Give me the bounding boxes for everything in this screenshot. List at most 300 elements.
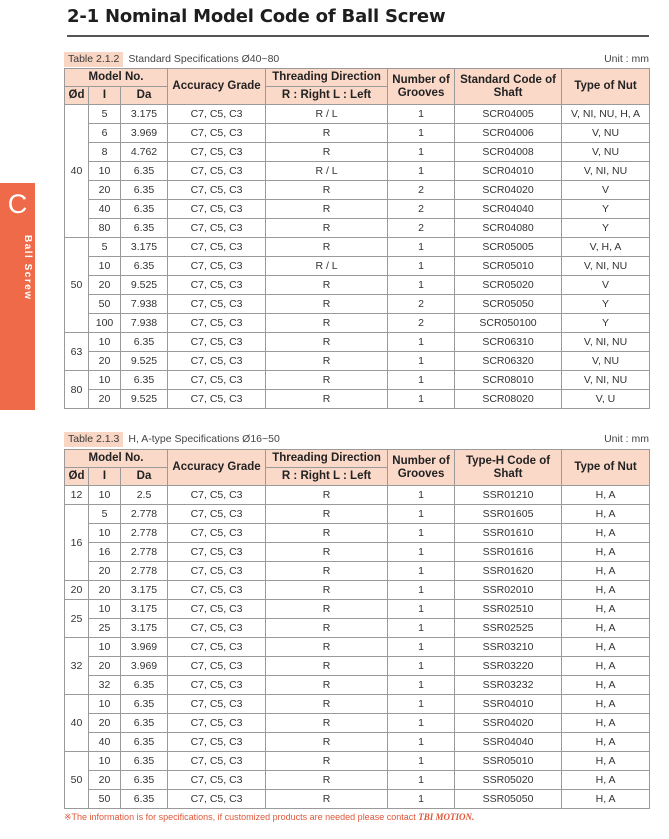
cell-nut-type: V, NI, NU [562, 371, 650, 390]
table-row [65, 352, 650, 371]
table-row [65, 295, 650, 314]
cell-od: 32 [65, 638, 89, 695]
cell-da: 6.35 [121, 257, 168, 276]
cell-lead: 20 [89, 390, 121, 409]
table-row [65, 486, 650, 505]
header-lead: I [89, 87, 121, 105]
cell-shaft-code: SCR06320 [455, 352, 562, 371]
cell-nut-type: H, A [562, 676, 650, 695]
cell-da: 9.525 [121, 390, 168, 409]
table-row [65, 752, 650, 771]
cell-nut-type: H, A [562, 600, 650, 619]
cell-shaft-code: SSR02010 [455, 581, 562, 600]
cell-accuracy: C7, C5, C3 [168, 333, 266, 352]
cell-lead: 20 [89, 562, 121, 581]
cell-lead: 25 [89, 619, 121, 638]
cell-grooves: 1 [388, 695, 455, 714]
table-row [65, 124, 650, 143]
cell-lead: 10 [89, 600, 121, 619]
cell-nut-type: H, A [562, 486, 650, 505]
cell-accuracy: C7, C5, C3 [168, 390, 266, 409]
cell-shaft-code: SCR06310 [455, 333, 562, 352]
header-accuracy-grade: Accuracy Grade [168, 69, 266, 105]
cell-da: 6.35 [121, 733, 168, 752]
cell-accuracy: C7, C5, C3 [168, 352, 266, 371]
cell-shaft-code: SSR04020 [455, 714, 562, 733]
cell-threading: R [266, 200, 388, 219]
table2-body [65, 486, 650, 809]
header-shaft-code: Standard Code of Shaft [455, 69, 562, 105]
table-row [65, 314, 650, 333]
cell-da: 6.35 [121, 200, 168, 219]
cell-da: 2.778 [121, 524, 168, 543]
cell-da: 4.762 [121, 143, 168, 162]
table-row [65, 505, 650, 524]
cell-shaft-code: SCR04005 [455, 105, 562, 124]
cell-accuracy: C7, C5, C3 [168, 105, 266, 124]
table-row [65, 600, 650, 619]
cell-threading: R [266, 619, 388, 638]
cell-shaft-code: SSR05050 [455, 790, 562, 809]
table-row [65, 238, 650, 257]
cell-da: 9.525 [121, 352, 168, 371]
cell-accuracy: C7, C5, C3 [168, 790, 266, 809]
cell-od: 63 [65, 333, 89, 371]
cell-shaft-code: SSR04010 [455, 695, 562, 714]
cell-grooves: 2 [388, 314, 455, 333]
cell-nut-type: H, A [562, 543, 650, 562]
cell-grooves: 1 [388, 543, 455, 562]
cell-shaft-code: SSR03220 [455, 657, 562, 676]
table-row [65, 714, 650, 733]
cell-accuracy: C7, C5, C3 [168, 524, 266, 543]
brand-name: TBI MOTION. [418, 812, 475, 822]
cell-grooves: 1 [388, 657, 455, 676]
cell-nut-type: H, A [562, 505, 650, 524]
cell-lead: 10 [89, 695, 121, 714]
table2-tag: Table 2.1.3 [64, 432, 123, 447]
cell-shaft-code: SCR04020 [455, 181, 562, 200]
cell-grooves: 1 [388, 143, 455, 162]
cell-lead: 50 [89, 295, 121, 314]
cell-da: 2.778 [121, 562, 168, 581]
cell-grooves: 1 [388, 124, 455, 143]
title-divider [67, 35, 649, 37]
cell-accuracy: C7, C5, C3 [168, 695, 266, 714]
cell-lead: 5 [89, 105, 121, 124]
cell-nut-type: H, A [562, 790, 650, 809]
cell-od: 25 [65, 600, 89, 638]
cell-threading: R [266, 600, 388, 619]
cell-lead: 20 [89, 276, 121, 295]
cell-threading: R [266, 143, 388, 162]
cell-accuracy: C7, C5, C3 [168, 619, 266, 638]
cell-accuracy: C7, C5, C3 [168, 238, 266, 257]
table-row [65, 162, 650, 181]
cell-nut-type: H, A [562, 619, 650, 638]
cell-nut-type: H, A [562, 524, 650, 543]
cell-grooves: 2 [388, 200, 455, 219]
cell-threading: R [266, 790, 388, 809]
cell-threading: R [266, 238, 388, 257]
cell-accuracy: C7, C5, C3 [168, 200, 266, 219]
cell-accuracy: C7, C5, C3 [168, 143, 266, 162]
header-threading-direction: Threading Direction [266, 69, 388, 87]
cell-nut-type: H, A [562, 638, 650, 657]
cell-accuracy: C7, C5, C3 [168, 371, 266, 390]
cell-da: 2.778 [121, 543, 168, 562]
cell-accuracy: C7, C5, C3 [168, 733, 266, 752]
cell-shaft-code: SSR01610 [455, 524, 562, 543]
cell-nut-type: H, A [562, 733, 650, 752]
cell-accuracy: C7, C5, C3 [168, 638, 266, 657]
header-od: Ød [65, 87, 89, 105]
cell-shaft-code: SCR04008 [455, 143, 562, 162]
header-shaft-code: Type-H Code of Shaft [455, 450, 562, 486]
cell-da: 7.938 [121, 295, 168, 314]
cell-threading: R [266, 562, 388, 581]
cell-nut-type: H, A [562, 581, 650, 600]
chapter-side-tab [0, 183, 35, 410]
table-row [65, 676, 650, 695]
cell-threading: R / L [266, 257, 388, 276]
cell-shaft-code: SCR08010 [455, 371, 562, 390]
cell-shaft-code: SCR05020 [455, 276, 562, 295]
cell-lead: 10 [89, 371, 121, 390]
cell-lead: 16 [89, 543, 121, 562]
cell-lead: 5 [89, 505, 121, 524]
cell-nut-type: Y [562, 314, 650, 333]
cell-lead: 20 [89, 581, 121, 600]
cell-threading: R [266, 352, 388, 371]
cell-lead: 5 [89, 238, 121, 257]
table-row [65, 219, 650, 238]
cell-da: 3.175 [121, 619, 168, 638]
cell-threading: R [266, 581, 388, 600]
cell-da: 3.175 [121, 105, 168, 124]
cell-threading: R [266, 676, 388, 695]
cell-od: 20 [65, 581, 89, 600]
cell-accuracy: C7, C5, C3 [168, 676, 266, 695]
cell-threading: R [266, 314, 388, 333]
table-row [65, 543, 650, 562]
cell-grooves: 1 [388, 771, 455, 790]
table-row [65, 181, 650, 200]
table-row [65, 581, 650, 600]
cell-threading: R [266, 771, 388, 790]
cell-da: 3.175 [121, 238, 168, 257]
cell-lead: 32 [89, 676, 121, 695]
cell-od: 50 [65, 752, 89, 809]
cell-accuracy: C7, C5, C3 [168, 162, 266, 181]
cell-nut-type: H, A [562, 562, 650, 581]
cell-shaft-code: SSR05010 [455, 752, 562, 771]
cell-grooves: 1 [388, 619, 455, 638]
cell-lead: 100 [89, 314, 121, 333]
footnote [64, 812, 474, 823]
cell-shaft-code: SCR05010 [455, 257, 562, 276]
table-row [65, 638, 650, 657]
table-row [65, 371, 650, 390]
table-row [65, 790, 650, 809]
table1-tag: Table 2.1.2 [64, 52, 123, 67]
cell-da: 3.175 [121, 600, 168, 619]
cell-nut-type: V, U [562, 390, 650, 409]
cell-lead: 10 [89, 333, 121, 352]
header-model-no: Model No. [65, 450, 168, 468]
cell-threading: R [266, 752, 388, 771]
chapter-letter: C [7, 189, 28, 219]
cell-accuracy: C7, C5, C3 [168, 752, 266, 771]
cell-lead: 10 [89, 524, 121, 543]
cell-shaft-code: SSR01616 [455, 543, 562, 562]
cell-grooves: 1 [388, 562, 455, 581]
cell-da: 6.35 [121, 771, 168, 790]
cell-shaft-code: SCR04040 [455, 200, 562, 219]
cell-grooves: 1 [388, 752, 455, 771]
cell-nut-type: V, NI, NU, H, A [562, 105, 650, 124]
cell-accuracy: C7, C5, C3 [168, 562, 266, 581]
cell-grooves: 1 [388, 486, 455, 505]
cell-shaft-code: SCR04010 [455, 162, 562, 181]
cell-lead: 10 [89, 486, 121, 505]
page-title: 2-1 Nominal Model Code of Ball Screw [67, 6, 446, 27]
cell-grooves: 1 [388, 352, 455, 371]
cell-lead: 80 [89, 219, 121, 238]
cell-da: 2.5 [121, 486, 168, 505]
cell-lead: 20 [89, 181, 121, 200]
cell-accuracy: C7, C5, C3 [168, 771, 266, 790]
cell-da: 6.35 [121, 371, 168, 390]
cell-da: 6.35 [121, 162, 168, 181]
header-threading-legend: R : Right L : Left [266, 87, 388, 105]
cell-threading: R / L [266, 162, 388, 181]
cell-shaft-code: SCR05050 [455, 295, 562, 314]
cell-da: 6.35 [121, 714, 168, 733]
cell-grooves: 1 [388, 333, 455, 352]
cell-nut-type: V, NI, NU [562, 257, 650, 276]
cell-threading: R [266, 695, 388, 714]
cell-shaft-code: SCR04006 [455, 124, 562, 143]
cell-lead: 40 [89, 733, 121, 752]
cell-nut-type: V, NI, NU [562, 162, 650, 181]
cell-grooves: 1 [388, 524, 455, 543]
standard-spec-table [64, 68, 650, 409]
cell-shaft-code: SSR05020 [455, 771, 562, 790]
table1-unit: Unit : mm [604, 53, 649, 65]
cell-threading: R [266, 371, 388, 390]
cell-threading: R [266, 733, 388, 752]
cell-grooves: 1 [388, 390, 455, 409]
cell-shaft-code: SSR02525 [455, 619, 562, 638]
header-model-no: Model No. [65, 69, 168, 87]
table-row [65, 276, 650, 295]
cell-threading: R [266, 657, 388, 676]
cell-od: 80 [65, 371, 89, 409]
cell-shaft-code: SCR08020 [455, 390, 562, 409]
cell-da: 6.35 [121, 752, 168, 771]
cell-accuracy: C7, C5, C3 [168, 505, 266, 524]
cell-accuracy: C7, C5, C3 [168, 219, 266, 238]
cell-nut-type: V [562, 276, 650, 295]
cell-grooves: 2 [388, 219, 455, 238]
cell-nut-type: V, NU [562, 143, 650, 162]
cell-accuracy: C7, C5, C3 [168, 486, 266, 505]
cell-grooves: 1 [388, 733, 455, 752]
table1-body [65, 105, 650, 409]
cell-da: 6.35 [121, 676, 168, 695]
header-type-of-nut: Type of Nut [562, 450, 650, 486]
cell-lead: 10 [89, 257, 121, 276]
table2-unit: Unit : mm [604, 433, 649, 445]
table-row [65, 105, 650, 124]
table-row [65, 619, 650, 638]
ha-type-spec-table [64, 449, 650, 809]
cell-shaft-code: SSR01210 [455, 486, 562, 505]
cell-da: 7.938 [121, 314, 168, 333]
cell-nut-type: H, A [562, 752, 650, 771]
cell-nut-type: V, NU [562, 124, 650, 143]
header-number-of-grooves: Number of Grooves [388, 69, 455, 105]
cell-nut-type: V, NI, NU [562, 333, 650, 352]
cell-shaft-code: SSR01605 [455, 505, 562, 524]
cell-da: 9.525 [121, 276, 168, 295]
header-type-of-nut: Type of Nut [562, 69, 650, 105]
cell-lead: 20 [89, 657, 121, 676]
cell-od: 12 [65, 486, 89, 505]
cell-shaft-code: SSR01620 [455, 562, 562, 581]
cell-accuracy: C7, C5, C3 [168, 714, 266, 733]
cell-lead: 20 [89, 771, 121, 790]
cell-da: 3.175 [121, 581, 168, 600]
cell-threading: R [266, 486, 388, 505]
cell-da: 6.35 [121, 181, 168, 200]
cell-lead: 20 [89, 352, 121, 371]
cell-da: 3.969 [121, 124, 168, 143]
cell-nut-type: V [562, 181, 650, 200]
cell-threading: R [266, 505, 388, 524]
cell-shaft-code: SCR04080 [455, 219, 562, 238]
table-row [65, 524, 650, 543]
header-od: Ød [65, 468, 89, 486]
cell-threading: R [266, 714, 388, 733]
cell-threading: R [266, 219, 388, 238]
table-row [65, 257, 650, 276]
table-row [65, 333, 650, 352]
cell-accuracy: C7, C5, C3 [168, 543, 266, 562]
cell-da: 6.35 [121, 333, 168, 352]
cell-accuracy: C7, C5, C3 [168, 257, 266, 276]
cell-grooves: 1 [388, 676, 455, 695]
cell-lead: 10 [89, 638, 121, 657]
cell-shaft-code: SCR050100 [455, 314, 562, 333]
header-threading-legend: R : Right L : Left [266, 468, 388, 486]
cell-lead: 10 [89, 752, 121, 771]
header-lead: I [89, 468, 121, 486]
table1-caption [64, 52, 649, 68]
cell-od: 16 [65, 505, 89, 581]
cell-nut-type: Y [562, 200, 650, 219]
header-threading-direction: Threading Direction [266, 450, 388, 468]
header-da: Da [121, 468, 168, 486]
cell-threading: R [266, 181, 388, 200]
cell-shaft-code: SCR05005 [455, 238, 562, 257]
cell-threading: R [266, 638, 388, 657]
cell-nut-type: V, NU [562, 352, 650, 371]
header-accuracy-grade: Accuracy Grade [168, 450, 266, 486]
cell-od: 50 [65, 238, 89, 333]
cell-lead: 6 [89, 124, 121, 143]
cell-grooves: 1 [388, 638, 455, 657]
table-row [65, 771, 650, 790]
footnote-text: ※The information is for specifications, if customized products are needed please contact [64, 812, 419, 822]
cell-lead: 10 [89, 162, 121, 181]
cell-da: 3.969 [121, 657, 168, 676]
cell-accuracy: C7, C5, C3 [168, 581, 266, 600]
cell-accuracy: C7, C5, C3 [168, 124, 266, 143]
cell-od: 40 [65, 105, 89, 238]
cell-lead: 50 [89, 790, 121, 809]
cell-accuracy: C7, C5, C3 [168, 276, 266, 295]
cell-lead: 40 [89, 200, 121, 219]
cell-od: 40 [65, 695, 89, 752]
chapter-label: Ball Screw [22, 235, 33, 301]
cell-threading: R [266, 124, 388, 143]
cell-grooves: 1 [388, 581, 455, 600]
cell-grooves: 1 [388, 505, 455, 524]
cell-nut-type: H, A [562, 714, 650, 733]
cell-nut-type: Y [562, 219, 650, 238]
header-number-of-grooves: Number of Grooves [388, 450, 455, 486]
cell-grooves: 1 [388, 238, 455, 257]
cell-accuracy: C7, C5, C3 [168, 314, 266, 333]
cell-nut-type: H, A [562, 657, 650, 676]
cell-grooves: 1 [388, 257, 455, 276]
cell-da: 6.35 [121, 695, 168, 714]
cell-grooves: 1 [388, 714, 455, 733]
cell-shaft-code: SSR02510 [455, 600, 562, 619]
cell-grooves: 1 [388, 276, 455, 295]
cell-da: 6.35 [121, 219, 168, 238]
table2-caption [64, 432, 649, 448]
cell-lead: 20 [89, 714, 121, 733]
cell-shaft-code: SSR03210 [455, 638, 562, 657]
cell-threading: R [266, 543, 388, 562]
cell-accuracy: C7, C5, C3 [168, 295, 266, 314]
table-row [65, 390, 650, 409]
cell-lead: 8 [89, 143, 121, 162]
cell-grooves: 1 [388, 371, 455, 390]
cell-threading: R [266, 524, 388, 543]
cell-grooves: 1 [388, 105, 455, 124]
table-row [65, 733, 650, 752]
cell-threading: R [266, 390, 388, 409]
cell-threading: R / L [266, 105, 388, 124]
cell-threading: R [266, 295, 388, 314]
cell-nut-type: Y [562, 295, 650, 314]
cell-nut-type: V, H, A [562, 238, 650, 257]
cell-accuracy: C7, C5, C3 [168, 657, 266, 676]
cell-grooves: 1 [388, 600, 455, 619]
cell-da: 6.35 [121, 790, 168, 809]
cell-shaft-code: SSR03232 [455, 676, 562, 695]
table-row [65, 695, 650, 714]
cell-grooves: 2 [388, 181, 455, 200]
table-row [65, 143, 650, 162]
table2-title: H, A-type Specifications Ø16~50 [128, 433, 280, 445]
cell-grooves: 1 [388, 162, 455, 181]
cell-nut-type: H, A [562, 695, 650, 714]
